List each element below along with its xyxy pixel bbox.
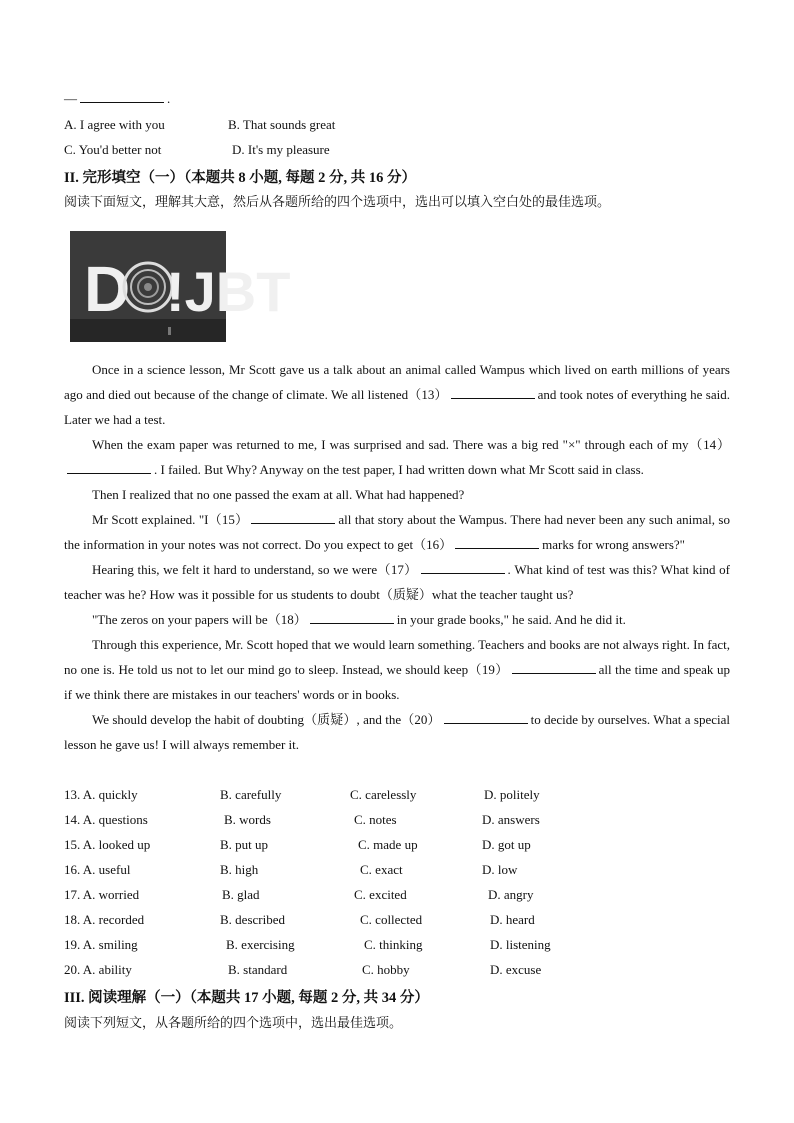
p2-text-a: When the exam paper was returned to me, I was surprised and sad. There was a big red "×" through each of my（14） [92,437,730,452]
blank-19 [512,661,596,674]
option-d: D. politely [484,787,540,802]
cloze-passage [64,357,730,757]
answer-blank [80,90,164,103]
p6-text-b: in your grade books," he said. And he did it. [396,612,626,627]
p4-text-c: marks for wrong answers?" [542,537,685,552]
blank-13 [451,386,535,399]
paragraph-1 [64,357,730,432]
p5-text-b: . What kind of test was this? What kind of teacher was he? How was it possible for us students to doubt（质疑）what the teacher taught us? [64,562,730,602]
doubt-image-graphic [70,231,291,342]
option-d: D. angry [488,887,534,902]
question-row-20 [64,957,744,982]
option-c: C. exact [360,862,403,877]
p1-text-b: and took notes of everything he said. Later we had a test. [64,387,730,427]
option-a: 16. A. useful [64,862,131,877]
option-b: B. glad [222,887,260,902]
question-row-15 [64,832,744,857]
option-c: C. notes [354,812,397,827]
question-row-18 [64,907,744,932]
blank-17 [421,561,505,574]
option-a: 18. A. recorded [64,912,145,927]
question-row-13 [64,782,744,807]
paragraph-5 [64,557,730,607]
option-d: D. heard [490,912,535,927]
option-d: D. excuse [490,962,542,977]
p5-text-a: Hearing this, we felt it hard to understand, so we were（17） [92,562,418,577]
option-b: B. described [220,912,285,927]
p4-text-a: Mr Scott explained. "I（15） [92,512,249,527]
p6-text-a: "The zeros on your papers will be（18） [92,612,307,627]
p2-text-b: . I failed. But Why? Anyway on the test paper, I had written down what Mr Scott said in class. [154,462,644,477]
prev-option-a: A. I agree with you [64,117,165,132]
option-a: 19. A. smiling [64,937,138,952]
option-b: B. put up [220,837,269,852]
question-row-14 [64,807,744,832]
option-c: C. carelessly [350,787,417,802]
prev-option-c: C. You'd better not [64,142,162,157]
prev-question-blank-line: — . [64,91,171,106]
option-a: 17. A. worried [64,887,140,902]
blank-16 [455,536,539,549]
p7-text-a: Through this experience, Mr. Scott hoped that we would learn something. Teachers and books are not always right. In fact, no one is. He told us not to let our mind go to sleep. Instead, we should keep（19） [64,637,730,677]
option-c: C. hobby [362,962,410,977]
section-2-heading: II. 完形填空（一）（本题共 8 小题, 每题 2 分, 共 16 分） [64,170,417,186]
option-d: D. low [482,862,518,877]
option-c: C. thinking [364,937,423,952]
prev-option-b: B. That sounds great [228,117,336,132]
option-d: D. listening [490,937,551,952]
option-b: B. carefully [220,787,282,802]
question-row-17 [64,882,744,907]
svg-text:D: D [84,253,131,325]
option-a: 14. A. questions [64,812,148,827]
paragraph-2 [64,432,730,482]
p7-text-b: all the time and speak up if we think there are mistakes in our teachers' words or in books. [64,662,730,702]
option-a: 13. A. quickly [64,787,138,802]
option-c: C. collected [360,912,423,927]
option-b: B. words [224,812,271,827]
dash: — [64,91,77,106]
option-d: D. got up [482,837,531,852]
doubt-image [70,231,291,342]
paragraph-4 [64,507,730,557]
section-2-instruction: 阅读下面短文，理解其大意，然后从各题所给的四个选项中，选出可以填入空白处的最佳选项。 [64,195,611,210]
p1-text-a: Once in a science lesson, Mr Scott gave us a talk about an animal called Wampus which lived on earth millions of years ago and died out because of the change of climate. We all listened（13） [64,362,730,402]
option-a: 20. A. ability [64,962,132,977]
option-b: B. exercising [226,937,295,952]
option-c: C. excited [354,887,407,902]
prev-option-d: D. It's my pleasure [232,142,330,157]
option-d: D. answers [482,812,540,827]
paragraph-6 [64,607,730,632]
p4-text-b: all that story about the Wampus. There had never been any such animal, so the information in your notes was not correct. Do you expect to get（16） [64,512,730,552]
option-a: 15. A. looked up [64,837,151,852]
question-row-16 [64,857,744,882]
blank-15 [251,511,335,524]
blank-18 [310,611,394,624]
option-b: B. standard [228,962,288,977]
question-row-19 [64,932,744,957]
section-3-heading: III. 阅读理解（一）（本题共 17 小题, 每题 2 分, 共 34 分） [64,990,429,1006]
option-c: C. made up [358,837,418,852]
svg-text:!JBT: !JBT [166,260,291,323]
blank-14 [67,461,151,474]
p8-text-b: to decide by ourselves. What a special lesson he gave us! I will always remember it. [64,712,731,752]
paragraph-8 [64,707,730,757]
option-b: B. high [220,862,259,877]
p8-text-a: We should develop the habit of doubting（质疑）, and the（20） [92,712,441,727]
section-3-instruction: 阅读下列短文，从各题所给的四个选项中，选出最佳选项。 [64,1016,403,1031]
blank-20 [444,711,528,724]
paragraph-7 [64,632,730,707]
question-options [64,782,744,982]
paragraph-3: Then I realized that no one passed the exam at all. What had happened? [92,487,465,502]
